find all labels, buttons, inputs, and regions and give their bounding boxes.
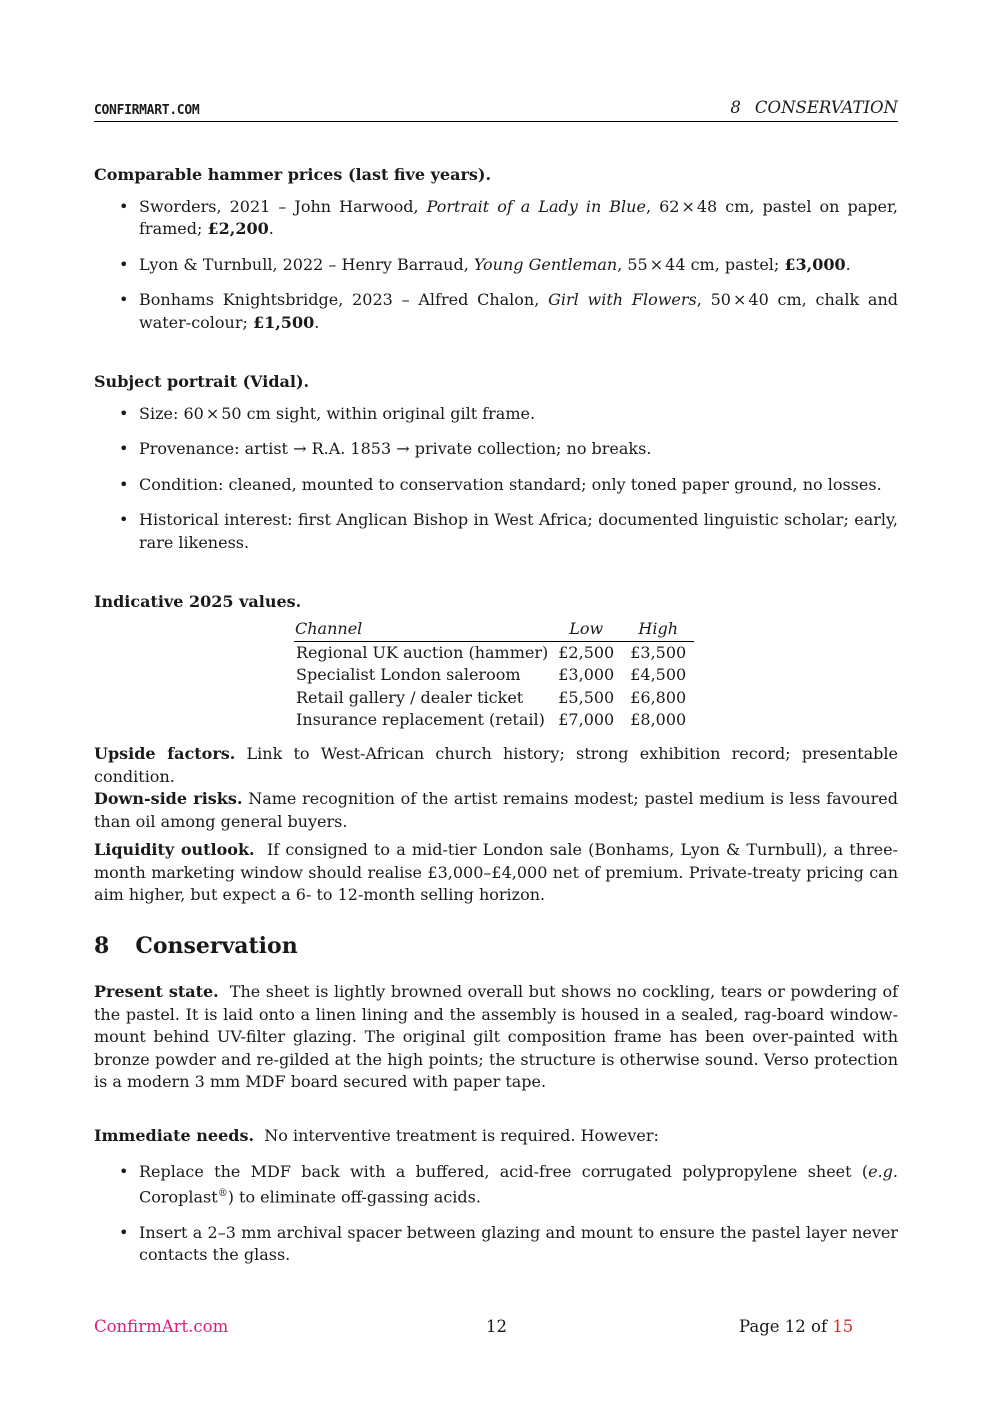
upside-paragraph: Upside factors. Link to West-African church history; strong exhibition record; presentable condition. bbox=[94, 744, 898, 786]
comparables-heading: Comparable hammer prices (last five years). bbox=[94, 165, 492, 184]
list-item: • Sworders, 2021 – John Harwood, Portrait of a Lady in Blue, 62 × 48 cm, pastel on paper, framed; £2,200. bbox=[94, 196, 898, 241]
footer-site-link[interactable]: ConfirmArt.com bbox=[94, 1317, 229, 1336]
values-heading: Indicative 2025 values. bbox=[94, 592, 302, 611]
footer-total-pages: 15 bbox=[832, 1317, 854, 1336]
values-section bbox=[94, 591, 898, 614]
downside-paragraph: Down-side risks. Name recognition of the artist remains modest; pastel medium is less favoured than oil among general buyers. bbox=[94, 789, 899, 831]
liquidity-paragraph: Liquidity outlook. If consigned to a mid-tier London sale (Bonhams, Lyon & Turnbull), a three-month marketing window should realise £3,000–£4,000 net of premium. Private-treaty pricing can aim higher, but expect a 6- to 12-month selling horizon. bbox=[94, 840, 899, 904]
values-table bbox=[294, 618, 694, 732]
list-item: • Provenance: artist → R.A. 1853 → private collection; no breaks. bbox=[94, 438, 898, 461]
list-item: • Bonhams Knightsbridge, 2023 – Alfred Chalon, Girl with Flowers, 50 × 40 cm, chalk and water-colour; £1,500. bbox=[94, 289, 898, 334]
table-header-row bbox=[294, 618, 694, 641]
subject-list bbox=[94, 403, 898, 555]
list-item: • Condition: cleaned, mounted to conservation standard; only toned paper ground, no losses. bbox=[94, 474, 898, 497]
table-row: Insurance replacement (retail) £7,000 £8,000 bbox=[296, 710, 687, 729]
list-item: • Insert a 2–3 mm archival spacer between glazing and mount to ensure the pastel layer never contacts the glass. bbox=[94, 1222, 898, 1267]
brand-logo: CONFIRMART.COM bbox=[94, 103, 200, 118]
table-row: Regional UK auction (hammer) £2,500 £3,500 bbox=[296, 642, 687, 662]
running-header bbox=[94, 97, 898, 122]
document-page bbox=[94, 0, 898, 1404]
table-row: Specialist London saleroom £3,000 £4,500 bbox=[296, 665, 687, 684]
immediate-needs-section: Immediate needs. No interventive treatment is required. However: • Replace the MDF back with a buffered, acid-free corrugated polypropylene sheet (e.g. Coroplast®) to eliminate off-gassing acids. • Insert a 2–3 mm archival spacer between glazing and mount to ensure the pastel layer never contacts the glass. bbox=[94, 1125, 898, 1280]
list-item: • Historical interest: first Anglican Bishop in West Africa; documented linguistic scholar; early, rare likeness. bbox=[94, 509, 898, 554]
header-section-title: CONSERVATION bbox=[754, 98, 898, 117]
factors-paragraph bbox=[94, 743, 898, 833]
subject-heading: Subject portrait (Vidal). bbox=[94, 372, 310, 391]
comparables-section bbox=[94, 164, 898, 347]
immediate-needs-list bbox=[94, 1161, 898, 1267]
comparables-list bbox=[94, 196, 898, 335]
subject-section bbox=[94, 371, 898, 567]
section-heading: 8 Conservation bbox=[94, 933, 298, 959]
list-item: • Size: 60 × 50 cm sight, within original gilt frame. bbox=[94, 403, 898, 426]
present-state-paragraph: Present state. The sheet is lightly browned overall but shows no cockling, tears or powdering of the pastel. It is laid onto a linen lining and the assembly is housed in a sealed, rag-board window-mount behind UV-filter glazing. The original gilt composition frame has been over-painted with bronze powder and re-gilded at the high points; the structure is otherwise sound. Verso protection is a modern 3 mm MDF board secured with paper tape. bbox=[94, 982, 898, 1091]
header-section-number: 8 bbox=[730, 98, 741, 117]
list-item: • Lyon & Turnbull, 2022 – Henry Barraud, Young Gentleman, 55 × 44 cm, pastel; £3,000. bbox=[94, 254, 898, 277]
table-row: Retail gallery / dealer ticket £5,500 £6,800 bbox=[296, 687, 687, 707]
column-header: Channel bbox=[294, 618, 550, 641]
list-item: • Replace the MDF back with a buffered, acid-free corrugated polypropylene sheet (e.g. Coroplast®) to eliminate off-gassing acids. bbox=[94, 1161, 898, 1209]
column-header: High bbox=[622, 618, 694, 641]
footer-page-number: 12 bbox=[486, 1317, 507, 1336]
footer-page-count: Page 12 of 15 bbox=[739, 1317, 854, 1336]
column-header: Low bbox=[550, 618, 622, 641]
header-section bbox=[730, 97, 898, 120]
